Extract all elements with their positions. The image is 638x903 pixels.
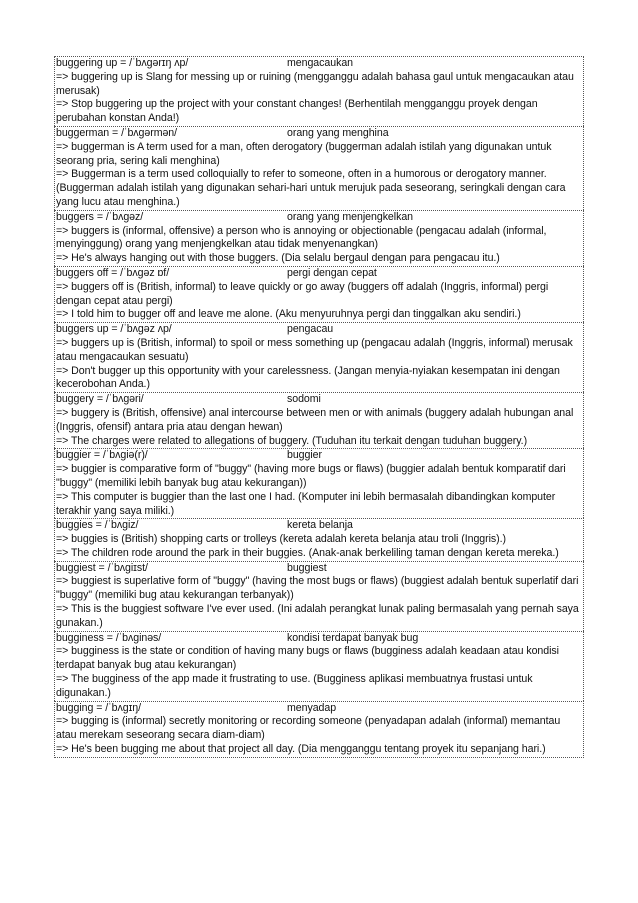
translation: orang yang menghina	[287, 126, 389, 139]
example: => The children rode around the park in their buggies. (Anak-anak berkeliling taman dengan kereta mereka.)	[56, 546, 559, 559]
headword: buggiest = /ˈbʌɡiɪst/	[56, 561, 148, 574]
headword: buggies = /ˈbʌɡiz/	[56, 519, 139, 532]
entry-bugging	[54, 701, 584, 758]
definition: => buggers is (informal, offensive) a person who is annoying or objectionable (pengacau adalah (informal, menyinggung) orang yang menjengkelkan atau tidak menyenangkan)	[56, 224, 547, 251]
entry-buggers-off	[54, 266, 584, 322]
example: => This is the buggiest software I've ever used. (Ini adalah perangkat lunak paling bermasalah yang pernah saya gunakan.)	[56, 603, 579, 629]
entry-buggerman	[54, 126, 584, 210]
translation: orang yang menjengkelkan	[287, 210, 414, 223]
entry-buggery	[54, 392, 584, 448]
example: => Buggerman is a term used colloquially to refer to someone, often in a humorous or derogatory manner. (Buggerman adalah istilah yang digunakan sehari-hari untuk merujuk pada seseorang, seringkali dengan cara yang lucu atau menghina.)	[56, 168, 566, 208]
headword: buggery = /ˈbʌɡəri/	[56, 393, 144, 406]
definition: => buggers off is (British, informal) to leave quickly or go away (buggers off adalah (Inggris, informal) pergi dengan cepat atau pergi)	[56, 280, 549, 307]
entry-buggier	[54, 448, 584, 518]
definition: => buggering up is Slang for messing up or ruining (mengganggu adalah bahasa gaul untuk mengacaukan atau merusak)	[56, 70, 574, 97]
entry-buggiest	[54, 561, 584, 631]
definition: => buggies is (British) shopping carts or trolleys (kereta adalah kereta belanja atau troli (Inggris).)	[56, 533, 507, 546]
headword: buggers off = /ˈbʌɡəz ɒf/	[56, 266, 170, 279]
dictionary-entries	[54, 56, 584, 758]
headword: buggers = /ˈbʌɡəz/	[56, 210, 144, 223]
example: => The charges were related to allegations of buggery. (Tuduhan itu terkait dengan tuduhan buggery.)	[56, 434, 528, 447]
translation: menyadap	[287, 701, 337, 714]
example: => This computer is buggier than the last one I had. (Komputer ini lebih bermasalah dibandingkan komputer terakhir yang saya miliki.)	[56, 490, 556, 517]
definition: => buggers up is (British, informal) to spoil or mess something up (pengacau adalah (Inggris, informal) merusak atau mengacaukan sesuatu)	[56, 336, 573, 363]
definition: => buggery is (British, offensive) anal intercourse between men or with animals (buggery adalah hubungan anal (Inggris, ofensif) antara pria atau dengan hewan)	[56, 406, 574, 433]
definition: => buggiest is superlative form of "buggy" (having the most bugs or flaws) (buggiest adalah bentuk superlatif dari "buggy" (memiliki bug atau kekurangan terbanyak))	[56, 575, 579, 602]
translation: buggier	[287, 449, 322, 462]
example: => Don't bugger up this opportunity with your carelessness. (Jangan menyia-nyiakan kesempatan ini dengan kecerobohan Anda.)	[56, 364, 560, 391]
definition: => bugginess is the state or condition of having many bugs or flaws (bugginess adalah keadaan atau kondisi terdapat banyak bug atau kekurangan)	[56, 645, 559, 672]
translation: mengacaukan	[287, 57, 354, 69]
translation: pergi dengan cepat	[287, 266, 377, 279]
entry-buggies	[54, 518, 584, 560]
headword: bugginess = /ˈbʌɡinəs/	[56, 631, 162, 644]
example: => Stop buggering up the project with your constant changes! (Berhentilah mengganggu proyek dengan perubahan konstan Anda!)	[56, 98, 538, 125]
headword: buggers up = /ˈbʌɡəz ʌp/	[56, 323, 172, 336]
entry-bugginess	[54, 631, 584, 701]
translation: sodomi	[287, 393, 321, 406]
definition: => bugging is (informal) secretly monitoring or recording someone (penyadapan adalah (informal) memantau atau merekam seseorang secara diam-diam)	[56, 715, 561, 742]
translation: pengacau	[287, 323, 334, 336]
translation: kereta belanja	[287, 519, 353, 532]
entry-buggers	[54, 210, 584, 266]
definition: => buggier is comparative form of "buggy" (having more bugs or flaws) (buggier adalah bentuk komparatif dari "buggy" (memiliki lebih banyak bug atau kekurangan))	[56, 463, 566, 489]
example: => He's been bugging me about that project all day. (Dia mengganggu tentang proyek itu sepanjang hari.)	[56, 743, 546, 756]
headword: bugging = /ˈbʌɡɪŋ/	[56, 701, 142, 714]
example: => The bugginess of the app made it frustrating to use. (Bugginess aplikasi membuatnya frustasi untuk digunakan.)	[56, 673, 533, 699]
entry-buggering-up	[54, 56, 584, 126]
headword: buggering up = /ˈbʌɡərɪŋ ʌp/	[56, 57, 189, 69]
headword: buggier = /ˈbʌɡiə(r)/	[56, 449, 148, 462]
headword: buggerman = /ˈbʌɡərmən/	[56, 126, 178, 139]
entry-buggers-up	[54, 322, 584, 392]
definition: => buggerman is A term used for a man, often derogatory (buggerman adalah istilah yang digunakan untuk seorang pria, sering kali menghina)	[56, 140, 552, 167]
translation: buggiest	[287, 561, 327, 574]
example: => I told him to bugger off and leave me alone. (Aku menyuruhnya pergi dan tinggalkan aku sendiri.)	[56, 308, 521, 321]
translation: kondisi terdapat banyak bug	[287, 631, 419, 644]
example: => He's always hanging out with those buggers. (Dia selalu bergaul dengan para pengacau itu.)	[56, 252, 500, 265]
